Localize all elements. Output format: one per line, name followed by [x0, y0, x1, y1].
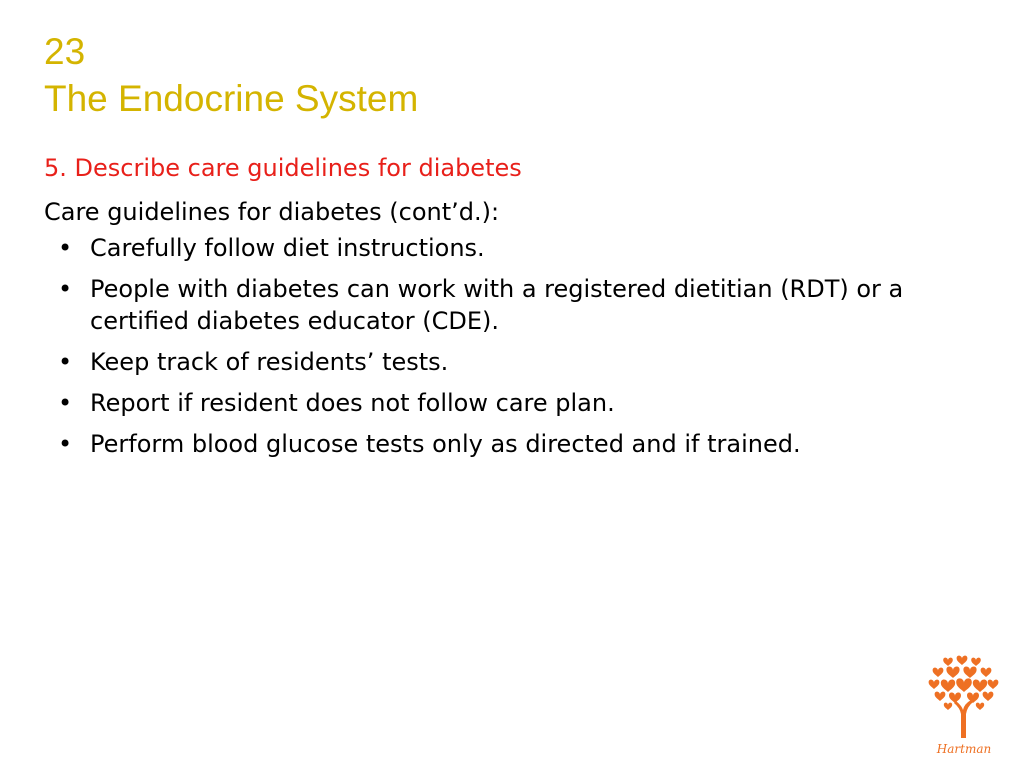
bullet-icon: •	[58, 348, 73, 376]
hartman-logo	[924, 652, 1004, 756]
list-item	[44, 232, 964, 264]
bullet-icon: •	[58, 430, 73, 458]
chapter-heading	[44, 28, 418, 122]
list-item	[44, 428, 964, 460]
list-item	[44, 387, 964, 419]
bullet-text: Report if resident does not follow care plan.	[90, 389, 615, 417]
bullet-text: Keep track of residents’ tests.	[90, 348, 449, 376]
chapter-title: The Endocrine System	[44, 78, 419, 119]
bullet-icon: •	[58, 275, 73, 303]
heart-tree-icon	[924, 652, 1004, 740]
bullet-icon: •	[58, 234, 73, 262]
bullet-text: People with diabetes can work with a registered dietitian (RDT) or a certified diabetes educator (CDE).	[90, 275, 904, 335]
slide-content	[44, 196, 964, 469]
bullet-text: Carefully follow diet instructions.	[90, 234, 485, 262]
content-lead: Care guidelines for diabetes (cont’d.):	[44, 198, 500, 226]
list-item	[44, 346, 964, 378]
bullet-list	[44, 232, 964, 460]
chapter-number: 23	[44, 31, 86, 72]
bullet-icon: •	[58, 389, 73, 417]
list-item	[44, 273, 964, 337]
logo-text: Hartman	[936, 742, 992, 756]
objective-heading: 5. Describe care guidelines for diabetes	[44, 154, 522, 182]
bullet-text: Perform blood glucose tests only as directed and if trained.	[90, 430, 801, 458]
